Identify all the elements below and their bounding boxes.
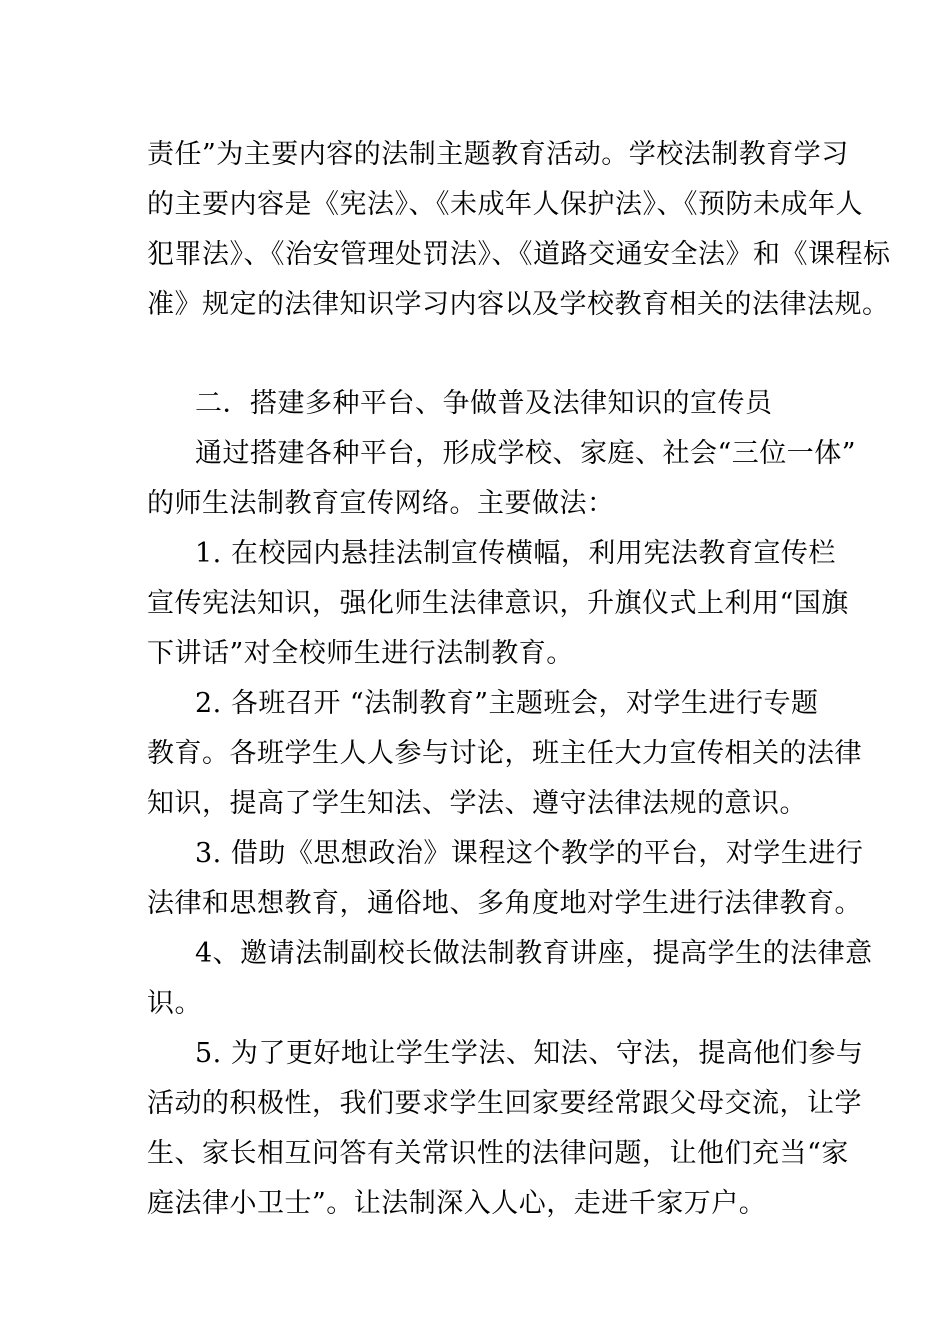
list-item-5: 5. 为了更好地让学生学法、知法、守法，提高他们参与 [195,1038,864,1069]
text-line: 法律和思想教育，通俗地、多角度地对学生进行法律教育。 [147,888,862,919]
text-line: 准》规定的法律知识学习内容以及学校教育相关的法律法规。 [147,289,890,320]
text-line: 责任”为主要内容的法制主题教育活动。学校法制教育学习 [147,139,849,170]
list-item-2: 2. 各班召开 “法制教育”主题班会，对学生进行专题 [195,688,819,719]
text-line: 的主要内容是《宪法》、《未成年人保护法》、《预防未成年人 [147,189,863,220]
text-line: 生、家长相互问答有关常识性的法律问题，让他们充当“家 [147,1138,849,1169]
text-line: 活动的积极性，我们要求学生回家要经常跟父母交流，让学 [147,1088,862,1119]
list-item-4: 4、邀请法制副校长做法制教育讲座，提高学生的法律意 [195,938,873,969]
text-line: 的师生法制教育宣传网络。主要做法： [147,488,615,519]
section-heading: 二．搭建多种平台、争做普及法律知识的宣传员 [195,388,773,419]
list-item-1: 1. 在校园内悬挂法制宣传横幅，利用宪法教育宣传栏 [195,538,836,569]
list-item-3: 3. 借助《思想政治》课程这个教学的平台，对学生进行 [195,838,864,869]
text-line: 识。 [147,988,202,1019]
text-line: 下讲话”对全校师生进行法制教育。 [147,638,574,669]
text-line: 犯罪法》、《治安管理处罚法》、《道路交通安全法》和《课程标 [147,239,891,270]
text-line: 知识，提高了学生知法、学法、遵守法律法规的意识。 [147,788,807,819]
text-line: 教育。各班学生人人参与讨论，班主任大力宣传相关的法律 [147,738,862,769]
text-line: 庭法律小卫士”。让法制深入人心，走进千家万户。 [147,1188,767,1219]
text-line: 通过搭建各种平台，形成学校、家庭、社会“三位一体” [195,438,857,469]
text-line: 宣传宪法知识，强化师生法律意识，升旗仪式上利用“国旗 [147,588,849,619]
